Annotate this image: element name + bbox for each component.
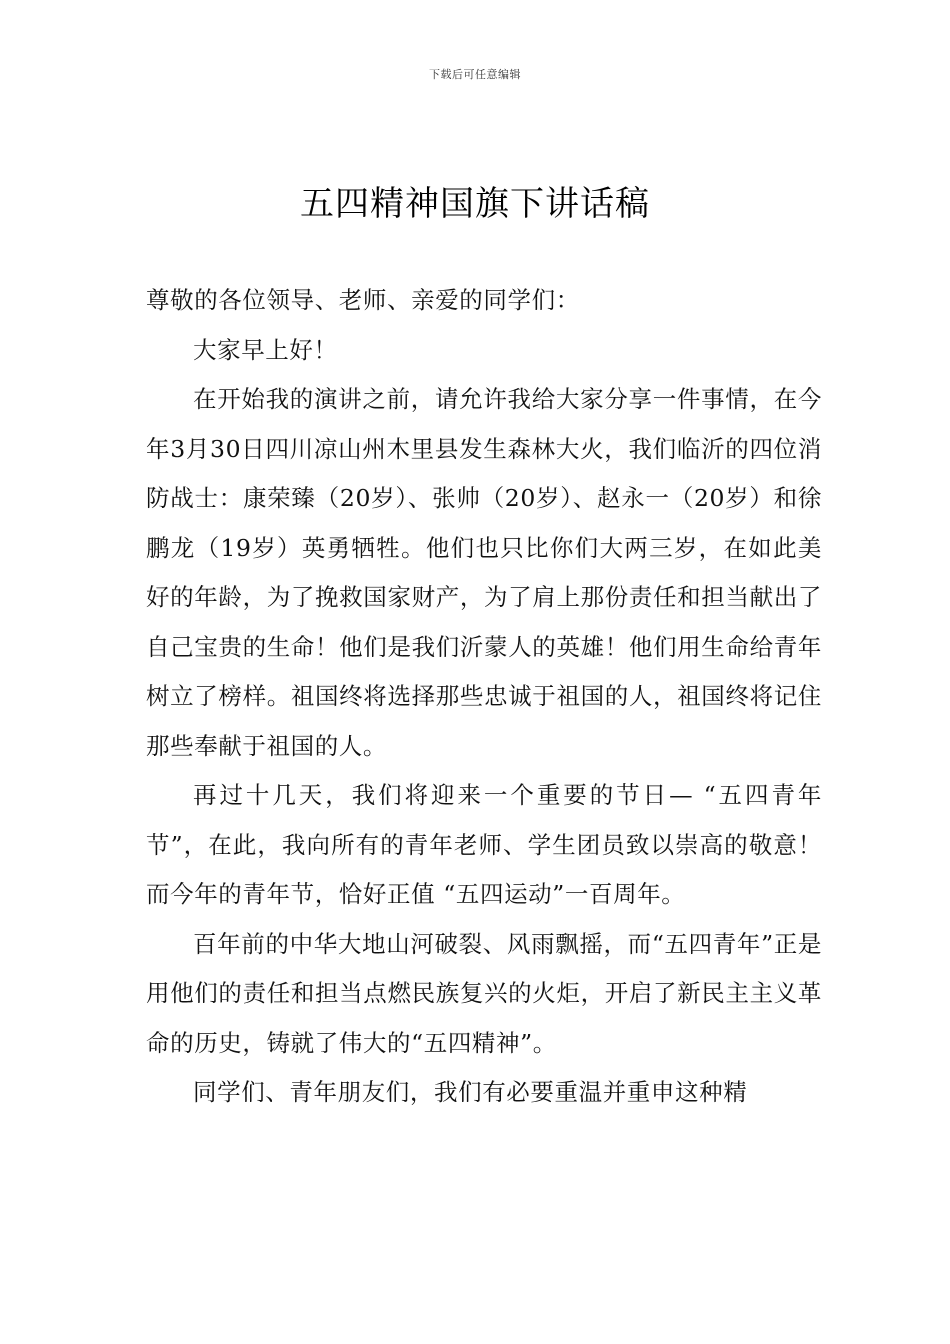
document-body — [146, 276, 822, 1118]
paragraph-youth-day: 再过十几天，我们将迎来一个重要的节日— “五四青年节”，在此，我向所有的青年老师、学生团员致以崇高的敬意！而今年的青年节，恰好正值 “五四运动”一百周年。 — [146, 781, 822, 908]
paragraph-greeting: 大家早上好！ — [193, 335, 338, 364]
paragraph-may-fourth-history: 百年前的中华大地山河破裂、风雨飘摇，而“五四青年”正是用他们的责任和担当点燃民族复兴的火炬，开启了新民主主义革命的历史，铸就了伟大的“五四精神”。 — [146, 929, 822, 1057]
paragraph-firefighters: 在开始我的演讲之前，请允许我给大家分享一件事情，在今年3月30日四川凉山州木里县发生森林大火，我们临沂的四位消防战士：康荣臻（20岁）、张帅（20岁）、赵永一（20岁）和徐鹏龙（19岁）英勇牺牲。他们也只比你们大两三岁，在如此美好的年龄，为了挽救国家财产，为了肩上那份责任和担当献出了自己宝贵的生命！他们是我们沂蒙人的英雄！他们用生命给青年树立了榜样。祖国终将选择那些忠诚于祖国的人，祖国终将记住那些奉献于祖国的人。 — [146, 385, 822, 760]
header-note: 下载后可任意编辑 — [429, 68, 521, 81]
page-title: 五四精神国旗下讲话稿 — [300, 184, 650, 224]
salutation: 尊敬的各位领导、老师、亲爱的同学们： — [146, 286, 580, 314]
paragraph-spirit: 同学们、青年朋友们，我们有必要重温并重申这种精 — [193, 1078, 748, 1106]
